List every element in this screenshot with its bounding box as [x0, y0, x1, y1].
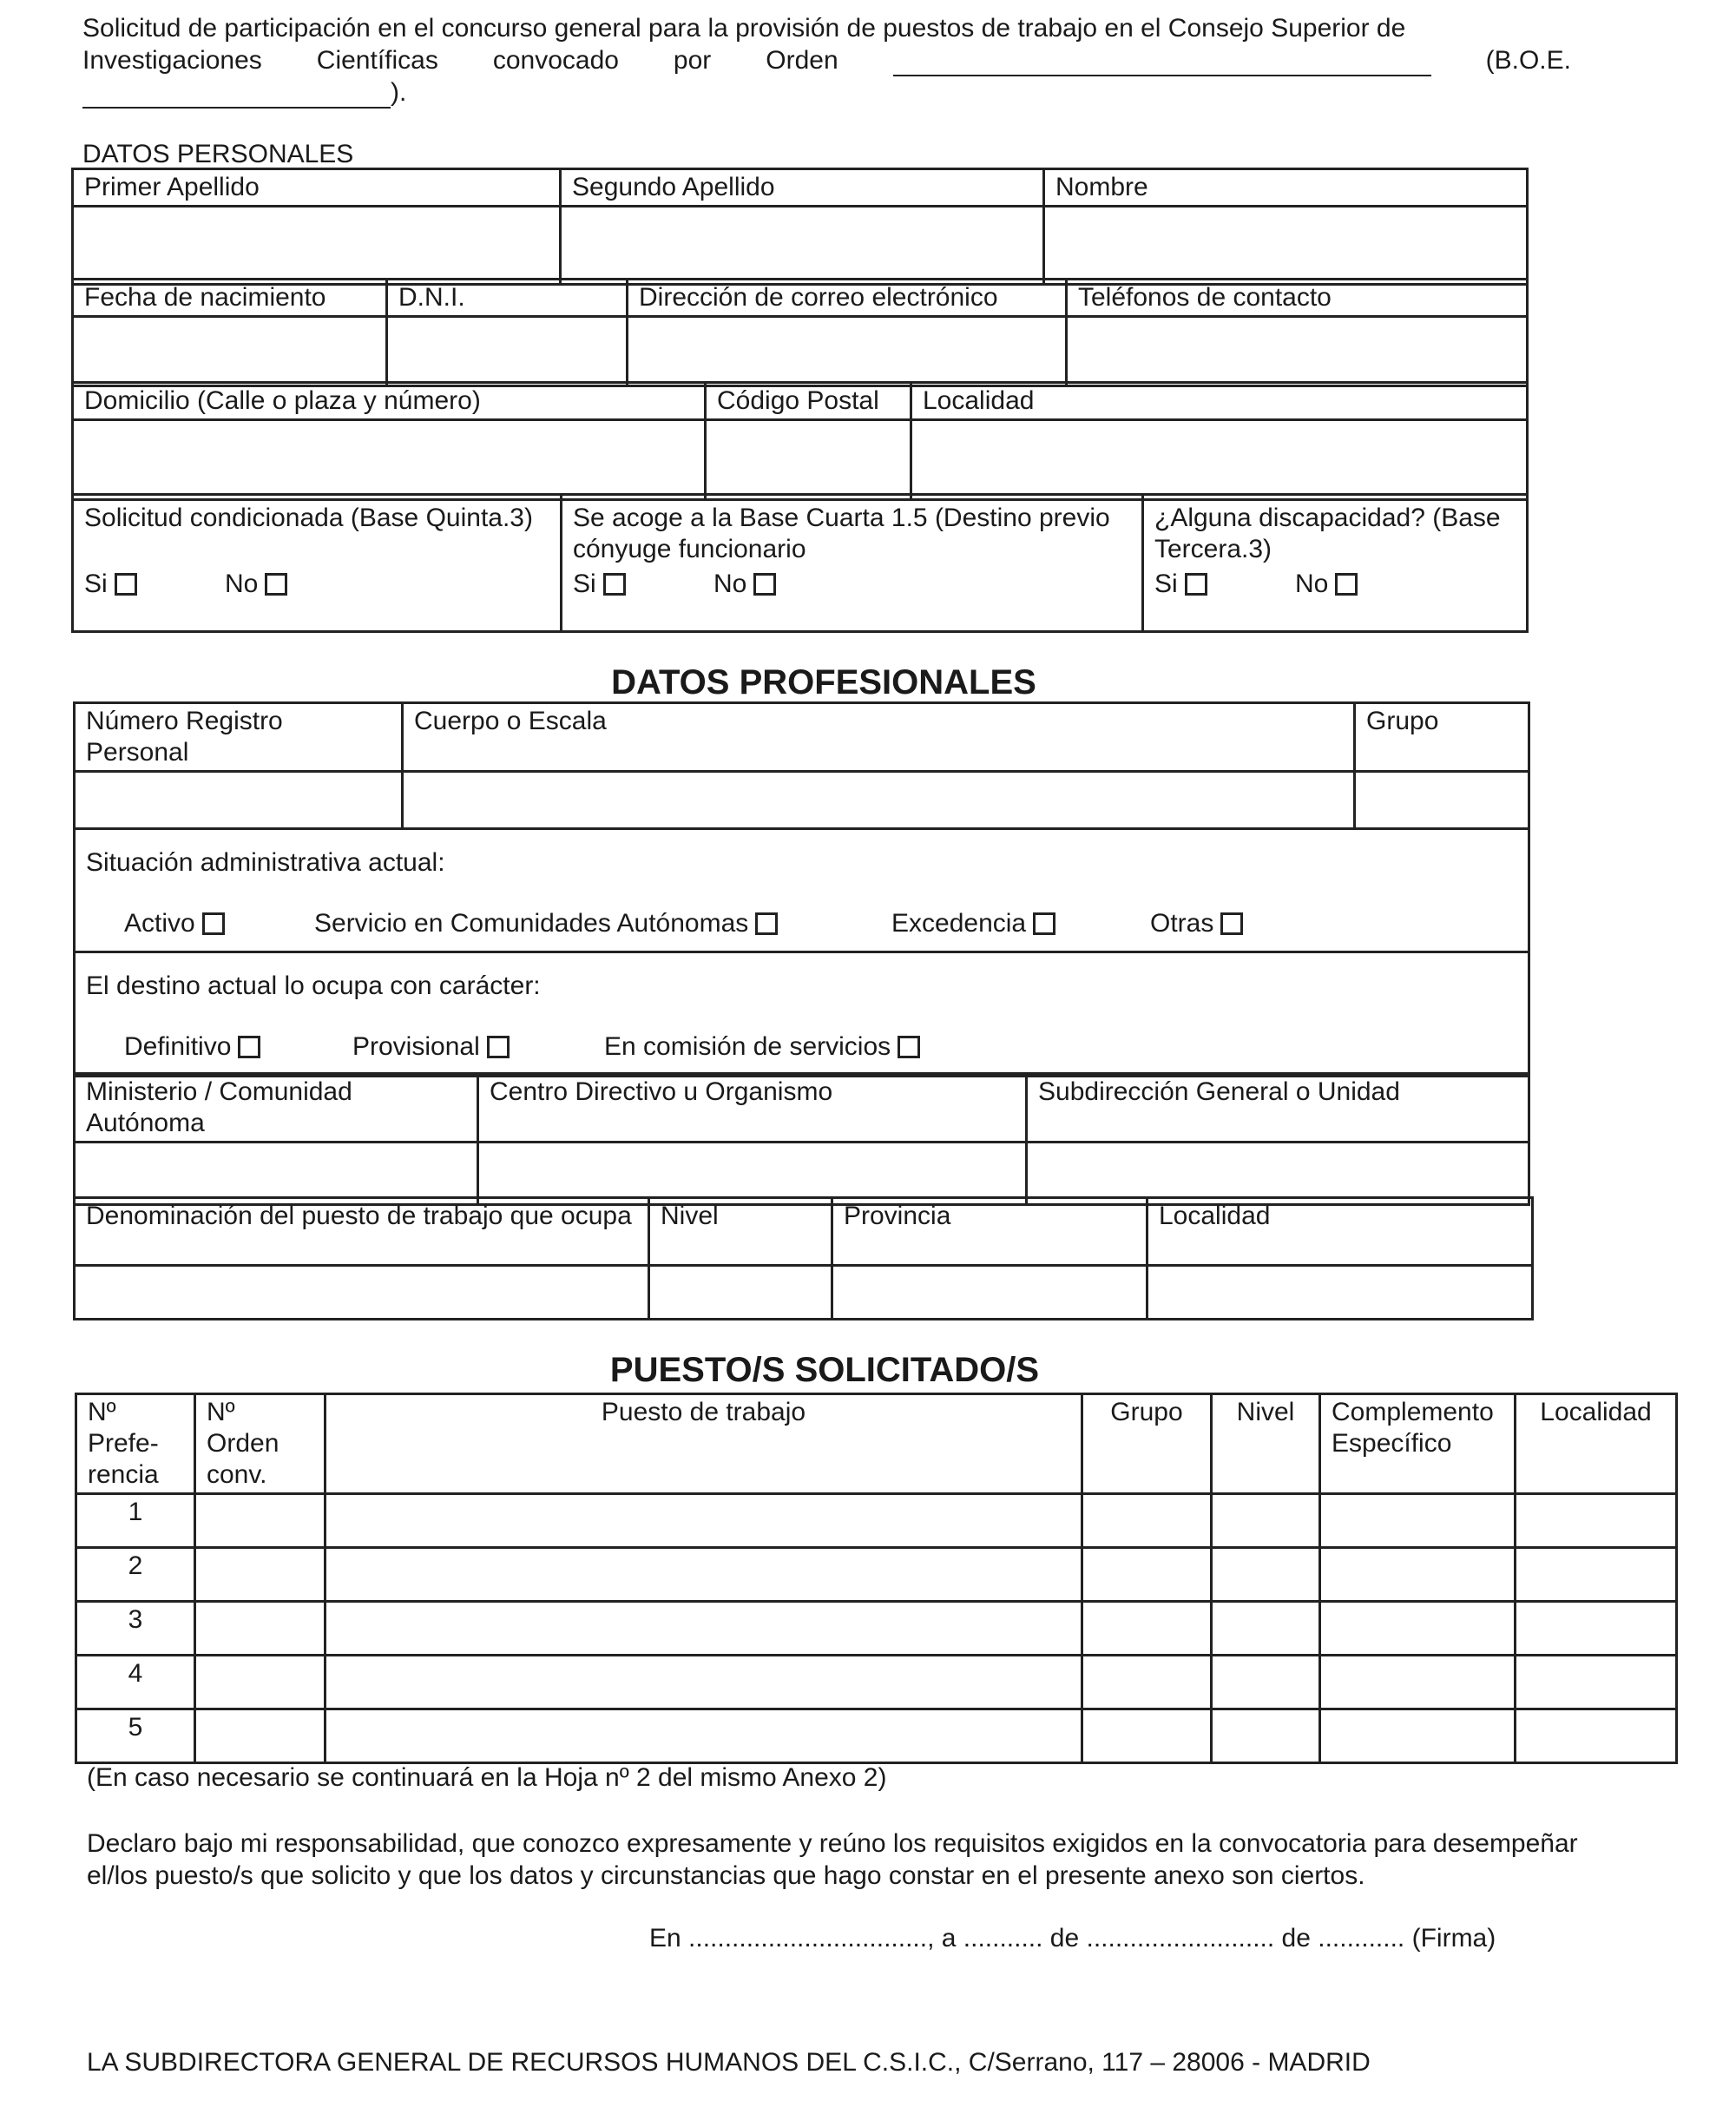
puesto-cell[interactable] [326, 1494, 1082, 1548]
table-row [76, 1709, 1677, 1763]
intro-word: Investigaciones [82, 46, 262, 75]
complemento-cell[interactable] [1320, 1548, 1516, 1602]
nrp-field[interactable] [75, 772, 403, 829]
checkbox[interactable] [603, 573, 626, 596]
primer-apellido-field[interactable] [73, 207, 561, 285]
destino-cell [75, 952, 1529, 1077]
grupo-label: Grupo [1355, 703, 1529, 772]
profesionales-heading: DATOS PROFESIONALES [611, 663, 1036, 701]
checkbox[interactable] [202, 912, 225, 935]
footer-address: LA SUBDIRECTORA GENERAL DE RECURSOS HUMANOS DEL C.S.I.C., C/Serrano, 117 – 28006 - MADRID [87, 2048, 1371, 2077]
complemento-cell[interactable] [1320, 1709, 1516, 1763]
profesionales-table-top [73, 701, 1530, 1077]
checkbox[interactable] [265, 573, 287, 596]
checkbox[interactable] [755, 912, 778, 935]
boe-blank[interactable] [82, 81, 391, 109]
intro-word: Científicas [316, 46, 438, 75]
localidad-cell[interactable] [1516, 1494, 1677, 1548]
nivel-cell[interactable] [1212, 1548, 1320, 1602]
checkbox[interactable] [487, 1036, 510, 1058]
telefonos-label: Teléfonos de contacto [1067, 280, 1528, 317]
complemento-cell[interactable] [1320, 1656, 1516, 1709]
profesionales-table-puesto [73, 1196, 1534, 1320]
option-label: Activo [124, 909, 195, 938]
localidad-cell[interactable] [1516, 1709, 1677, 1763]
option-label: Excedencia [891, 909, 1027, 938]
codigo-postal-label: Código Postal [706, 383, 911, 420]
nivel-cell[interactable] [1212, 1656, 1320, 1709]
ministerio-field[interactable] [75, 1143, 478, 1205]
orden-cell[interactable] [195, 1709, 326, 1763]
discapacidad-cell [1143, 495, 1528, 632]
telefonos-field[interactable] [1067, 317, 1528, 386]
destino-label: El destino actual lo ocupa con carácter: [86, 971, 541, 1000]
continuation-note: (En caso necesario se continuará en la Hoja nº 2 del mismo Anexo 2) [87, 1763, 887, 1792]
domicilio-field[interactable] [73, 420, 706, 500]
denominacion-label: Denominación del puesto de trabajo que ocupa [75, 1198, 649, 1266]
localidad-cell[interactable] [1516, 1548, 1677, 1602]
table-row [76, 1548, 1677, 1602]
intro-word: convocado [492, 46, 619, 75]
base-cuarta-label: Se acoge a la Base Cuarta 1.5 (Destino previo cónyuge funcionario [573, 504, 1110, 563]
destino-options [86, 1031, 1517, 1063]
col-localidad-header: Localidad [1516, 1394, 1677, 1494]
boe-label: (B.O.E. [1485, 46, 1571, 75]
grupo-cell[interactable] [1082, 1656, 1212, 1709]
destino-opt-comision [604, 1031, 920, 1063]
col-nivel-header: Nivel [1212, 1394, 1320, 1494]
si-label: Si [84, 570, 108, 598]
base-cuarta-options [573, 569, 1131, 600]
declaration-text: Declaro bajo mi responsabilidad, que conozco expresamente y reúno los requisitos exigidos en la convocatoria para desempeñar el/los puesto/s que solicito y que los datos y circunstancias que hago constar en el presente anexo son ciertos. [87, 1829, 1578, 1890]
grupo-field[interactable] [1355, 772, 1529, 829]
localidad-cell[interactable] [1516, 1602, 1677, 1656]
no-label: No [1295, 570, 1329, 598]
base-cuarta-si [573, 569, 713, 600]
fecha-nacimiento-label: Fecha de nacimiento [73, 280, 387, 317]
localidad-cell[interactable] [1516, 1656, 1677, 1709]
col-complemento-header: Complemento Específico [1320, 1394, 1516, 1494]
col-puesto-header: Puesto de trabajo [326, 1394, 1082, 1494]
puesto-cell[interactable] [326, 1709, 1082, 1763]
table-row [76, 1656, 1677, 1709]
situacion-label: Situación administrativa actual: [86, 848, 445, 877]
condicionada-options [84, 569, 549, 600]
table-row [76, 1602, 1677, 1656]
intro-close: ). [391, 78, 407, 107]
orden-cell[interactable] [195, 1548, 326, 1602]
puesto-cell[interactable] [326, 1602, 1082, 1656]
segundo-apellido-field[interactable] [561, 207, 1044, 285]
row-number: 5 [76, 1709, 195, 1763]
subdireccion-label: Subdirección General o Unidad [1027, 1074, 1529, 1143]
codigo-postal-field[interactable] [706, 420, 911, 500]
complemento-cell[interactable] [1320, 1602, 1516, 1656]
option-label: Otras [1150, 909, 1214, 938]
nivel-cell[interactable] [1212, 1494, 1320, 1548]
checkbox[interactable] [1185, 573, 1207, 596]
nombre-label: Nombre [1044, 169, 1528, 207]
personal-table-conditions [71, 493, 1529, 633]
dni-label: D.N.I. [387, 280, 628, 317]
discapacidad-label: ¿Alguna discapacidad? (Base Tercera.3) [1154, 504, 1501, 563]
situacion-options [86, 908, 1517, 939]
option-label: Servicio en Comunidades Autónomas [314, 909, 749, 938]
complemento-cell[interactable] [1320, 1494, 1516, 1548]
checkbox[interactable] [1033, 912, 1055, 935]
situacion-opt-activo [124, 908, 314, 939]
grupo-cell[interactable] [1082, 1548, 1212, 1602]
checkbox[interactable] [115, 573, 137, 596]
intro-line-3 [82, 76, 1571, 109]
nombre-field[interactable] [1044, 207, 1528, 285]
orden-cell[interactable] [195, 1602, 326, 1656]
no-label: No [713, 570, 747, 598]
row-number: 3 [76, 1602, 195, 1656]
centro-label: Centro Directivo u Organismo [478, 1074, 1027, 1143]
option-label: Provisional [352, 1032, 480, 1061]
personal-table-address [71, 381, 1529, 501]
si-label: Si [573, 570, 596, 598]
destino-opt-definitivo [124, 1031, 352, 1063]
nivel-cell[interactable] [1212, 1602, 1320, 1656]
destino-opt-provisional [352, 1031, 604, 1063]
orden-blank[interactable] [893, 49, 1431, 76]
condicionada-cell [73, 495, 562, 632]
personal-table-contact [71, 278, 1529, 387]
checkbox[interactable] [1220, 912, 1243, 935]
email-label: Dirección de correo electrónico [628, 280, 1067, 317]
situacion-opt-comunidades [314, 908, 891, 939]
nivel-cell[interactable] [1212, 1709, 1320, 1763]
col-orden-header: Nº Orden conv. [195, 1394, 326, 1494]
solicitados-table [75, 1393, 1678, 1764]
base-cuarta-no [713, 569, 776, 600]
situacion-opt-otras [1150, 908, 1243, 939]
grupo-cell[interactable] [1082, 1602, 1212, 1656]
centro-field[interactable] [478, 1143, 1027, 1205]
profesionales-table-ministerio [73, 1072, 1530, 1206]
situacion-opt-excedencia [891, 908, 1150, 939]
domicilio-label: Domicilio (Calle o plaza y número) [73, 383, 706, 420]
nivel-field[interactable] [649, 1266, 832, 1320]
cuerpo-field[interactable] [403, 772, 1355, 829]
nivel-label: Nivel [649, 1198, 832, 1266]
provincia-label: Provincia [832, 1198, 1147, 1266]
discapacidad-si [1154, 569, 1295, 600]
signature-line[interactable]: En ................................., a ........... de .......................... de ............ (Firma) [649, 1924, 1496, 1953]
personal-table-names [71, 168, 1529, 286]
checkbox[interactable] [1335, 573, 1358, 596]
grupo-cell[interactable] [1082, 1494, 1212, 1548]
puesto-cell[interactable] [326, 1656, 1082, 1709]
row-number: 2 [76, 1548, 195, 1602]
primer-apellido-label: Primer Apellido [73, 169, 561, 207]
col-grupo-header: Grupo [1082, 1394, 1212, 1494]
condicionada-no [225, 569, 287, 600]
localidad-field[interactable] [1147, 1266, 1533, 1320]
personal-section-label: DATOS PERSONALES [82, 140, 354, 168]
base-cuarta-cell [562, 495, 1143, 632]
row-number: 4 [76, 1656, 195, 1709]
localidad-label: Localidad [1147, 1198, 1533, 1266]
email-field[interactable] [628, 317, 1067, 386]
localidad-label: Localidad [911, 383, 1528, 420]
segundo-apellido-label: Segundo Apellido [561, 169, 1044, 207]
subdireccion-field[interactable] [1027, 1143, 1529, 1205]
row-number: 1 [76, 1494, 195, 1548]
localidad-field[interactable] [911, 420, 1528, 500]
option-label: En comisión de servicios [604, 1032, 891, 1061]
orden-cell[interactable] [195, 1494, 326, 1548]
condicionada-si [84, 569, 225, 600]
intro-line-1: Solicitud de participación en el concurso general para la provisión de puestos de trabajo en el Consejo Superior de [82, 14, 1406, 43]
table-row [76, 1494, 1677, 1548]
intro-line-2 [82, 44, 1571, 76]
si-label: Si [1154, 570, 1178, 598]
fecha-nacimiento-field[interactable] [73, 317, 387, 386]
condicionada-label: Solicitud condicionada (Base Quinta.3) [84, 504, 533, 532]
cuerpo-label: Cuerpo o Escala [403, 703, 1355, 772]
no-label: No [225, 570, 259, 598]
ministerio-label: Ministerio / Comunidad Autónoma [75, 1074, 478, 1143]
provincia-field[interactable] [832, 1266, 1147, 1320]
orden-cell[interactable] [195, 1656, 326, 1709]
intro-word: Orden [766, 46, 838, 75]
intro-word: por [673, 46, 712, 75]
nrp-label: Número Registro Personal [75, 703, 403, 772]
discapacidad-options [1154, 569, 1516, 600]
grupo-cell[interactable] [1082, 1709, 1212, 1763]
solicitados-heading: PUESTO/S SOLICITADO/S [609, 1351, 1040, 1389]
intro-paragraph [82, 12, 1571, 109]
denominacion-field[interactable] [75, 1266, 649, 1320]
dni-field[interactable] [387, 317, 628, 386]
checkbox[interactable] [238, 1036, 260, 1058]
puesto-cell[interactable] [326, 1548, 1082, 1602]
discapacidad-no [1295, 569, 1358, 600]
option-label: Definitivo [124, 1032, 232, 1061]
col-preferencia-header: Nº Prefe- rencia [76, 1394, 195, 1494]
checkbox[interactable] [898, 1036, 920, 1058]
situacion-cell [75, 829, 1529, 952]
checkbox[interactable] [753, 573, 776, 596]
